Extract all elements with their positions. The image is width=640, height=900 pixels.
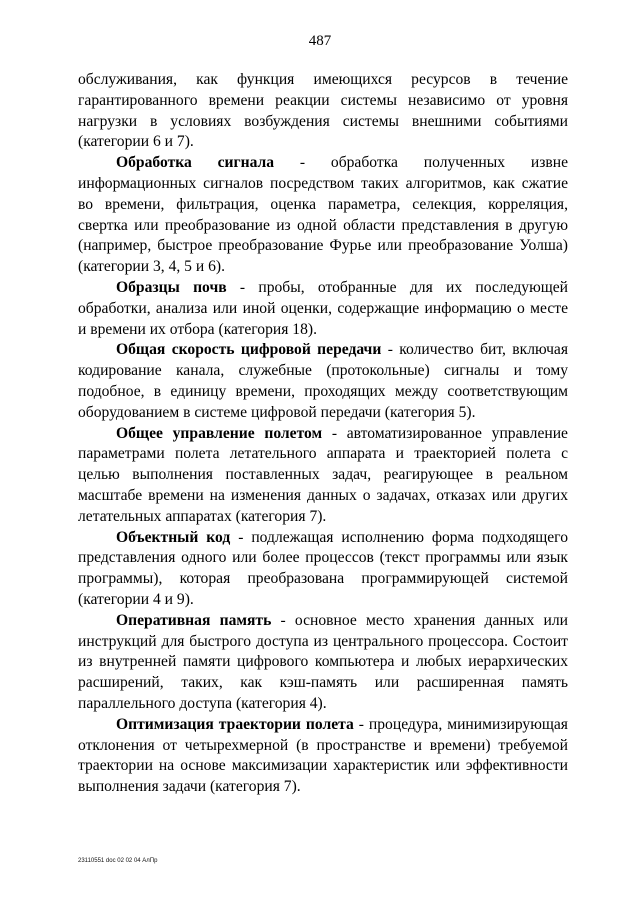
glossary-definition: - основное место хранения данных или инструкций для быстрого доступа из центрального процессора. Состоит из внутренней памяти цифрового компьютера и любых иерархических расширений, таких, как кэш-память или расширенная память параллельного доступа (категория 4). <box>78 611 568 712</box>
glossary-term: Образцы почв <box>116 278 227 296</box>
glossary-definition: - автоматизированное управление параметрами полета летательного аппарата и траекторией полета с целью выполнения поставленных задач, реагирующее в реальном масштабе времени на изменения данных о задачах, отказах или других летательных аппаратах (категория 7). <box>78 424 568 525</box>
glossary-entry <box>78 424 568 528</box>
glossary-definition: - количество бит, включая кодирование канала, служебные (протокольные) сигналы и тому подобное, в единицу времени, проходящих между соответствующим оборудованием в системе цифровой передачи (категория 5). <box>78 341 568 421</box>
glossary-term: Оптимизация траектории полета <box>116 715 354 733</box>
glossary-term: Общая скорость цифровой передачи <box>116 341 382 359</box>
continuation-paragraph: обслуживания, как функция имеющихся ресурсов в течение гарантированного времени реакции системы независимо от уровня нагрузки в условиях возбуждения системы внешними событиями (категории 6 и 7). <box>78 71 568 151</box>
glossary-definition: - пробы, отобранные для их последующей обработки, анализа или иной оценки, содержащие информацию о месте и времени их отбора (категория 18). <box>78 278 568 338</box>
glossary-entry <box>78 715 568 798</box>
glossary-entry <box>78 278 568 340</box>
glossary-entry <box>78 153 568 278</box>
glossary-term: Оперативная память <box>116 611 272 629</box>
glossary-definition: - процедура, минимизирующая отклонения от четырехмерной (в пространстве и времени) требуемой траектории на основе максимизации характеристик или эффективности выполнения задачи (категория 7). <box>78 715 568 796</box>
page-number: 487 <box>308 33 332 49</box>
glossary-definition: - обработка полученных извне информационных сигналов посредством таких алгоритмов, как сжатие во времени, фильтрация, оценка параметра, селекция, корреляция, свертка или преобразование из одной области представления в другую (например, быстрое преобразование Фурье или преобразование Уолша) (категории 3, 4, 5 и 6). <box>78 154 568 276</box>
glossary-entry <box>78 340 568 423</box>
glossary-definition: - подлежащая исполнению форма подходящего представления одного или более процессов (текст программы или язык программы), которая преобразована программирующей системой (категории 4 и 9). <box>78 528 568 608</box>
document-body <box>78 70 568 798</box>
glossary-entry <box>78 528 568 611</box>
glossary-term: Общее управление полетом <box>116 424 323 442</box>
glossary-term: Объектный код <box>116 528 231 546</box>
footer-doc-id: 23110551 doc 02 02 04 АлПр <box>78 858 158 864</box>
glossary-term: Обработка сигнала <box>116 154 275 172</box>
glossary-entry <box>78 611 568 715</box>
